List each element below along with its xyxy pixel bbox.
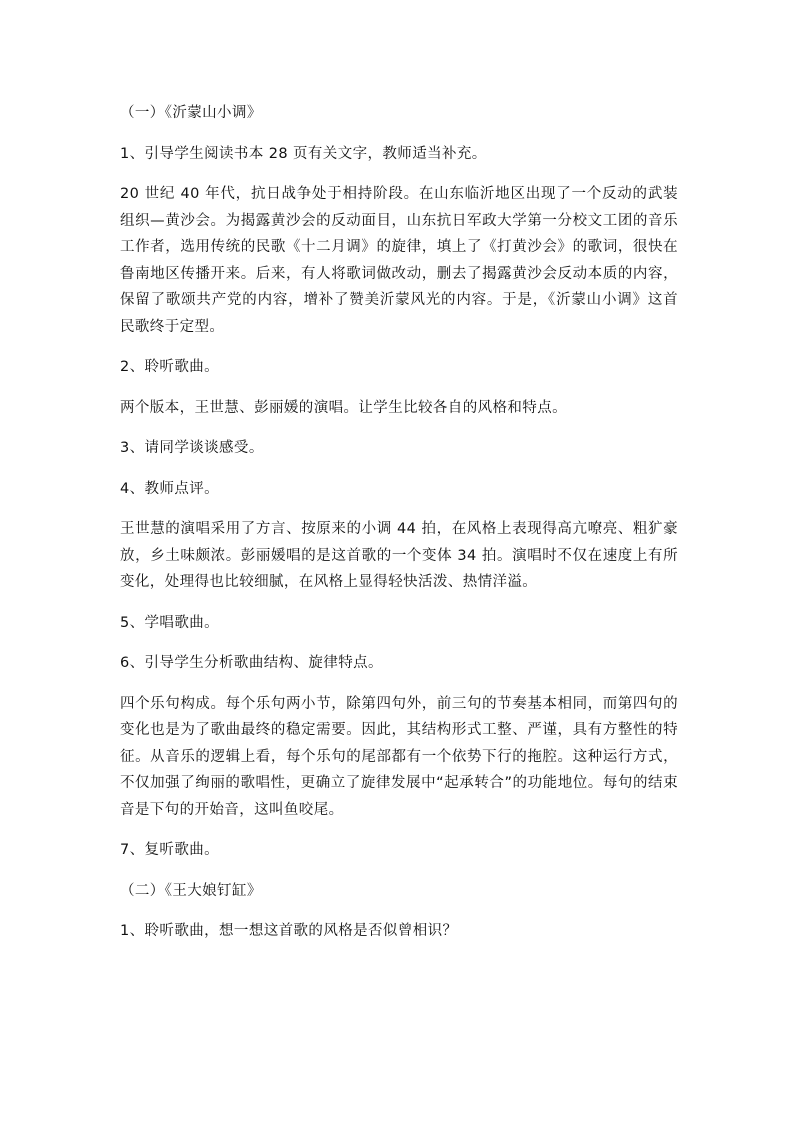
step-3-feelings: 3、请同学谈谈感受。 bbox=[120, 440, 264, 456]
section-heading-wangdaniang: （二）《王大娘钉缸》 bbox=[120, 882, 262, 899]
document-body bbox=[120, 100, 678, 959]
background-paragraph: 20 世纪 40 年代，抗日战争处于相持阶段。在山东临沂地区出现了一个反动的武装组织—黄沙会。为揭露黄沙会的反动面目，山东抗日军政大学第一分校文工团的音乐工作者，选用传统的民歌《十二月调》的旋律，填上了《打黄沙会》的歌词，很快在鲁南地区传播开来。后来，有人将歌词做改动，删去了揭露黄沙会反动本质的内容，保留了歌颂共产党的内容，增补了赞美沂蒙风光的内容。于是，《沂蒙山小调》这首民歌终于定型。 bbox=[120, 186, 678, 335]
step-1-listen-question: 1、聆听歌曲，想一想这首歌的风格是否似曾相识？ bbox=[120, 923, 458, 939]
step-1-read-text: 1、引导学生阅读书本 28 页有关文字，教师适当补充。 bbox=[120, 145, 487, 162]
versions-paragraph: 两个版本，王世慧、彭丽媛的演唱。让学生比较各自的风格和特点。 bbox=[120, 399, 567, 416]
step-6-analyze: 6、引导学生分析歌曲结构、旋律特点。 bbox=[120, 655, 383, 671]
comment-paragraph: 王世慧的演唱采用了方言、按原来的小调 44 拍，在风格上表现得高亢嘹亮、粗犷豪放，乡土味颇浓。彭丽媛唱的是这首歌的一个变体 34 拍。演唱时不仅在速度上有所变化，处理得也比较细腻，在风格上显得轻快活泼、热情洋溢。 bbox=[120, 521, 678, 590]
structure-paragraph: 四个乐句构成。每个乐句两小节，除第四句外，前三句的节奏基本相同，而第四句的变化也是为了歌曲最终的稳定需要。因此，其结构形式工整、严谨，具有方整性的特征。从音乐的逻辑上看，每个乐句的尾部都有一个依势下行的拖腔。这种运行方式，不仅加强了绚丽的歌唱性，更确立了旋律发展中“起承转合”的功能地位。每句的结束音是下句的开始音，这叫鱼咬尾。 bbox=[120, 695, 678, 818]
step-2-listen: 2、聆听歌曲。 bbox=[120, 359, 220, 375]
step-4-teacher-comment: 4、教师点评。 bbox=[120, 480, 220, 497]
step-7-relisten: 7、复听歌曲。 bbox=[120, 842, 220, 858]
section-heading-yimeng: （一）《沂蒙山小调》 bbox=[120, 105, 262, 121]
step-5-learn-sing: 5、学唱歌曲。 bbox=[120, 614, 220, 631]
